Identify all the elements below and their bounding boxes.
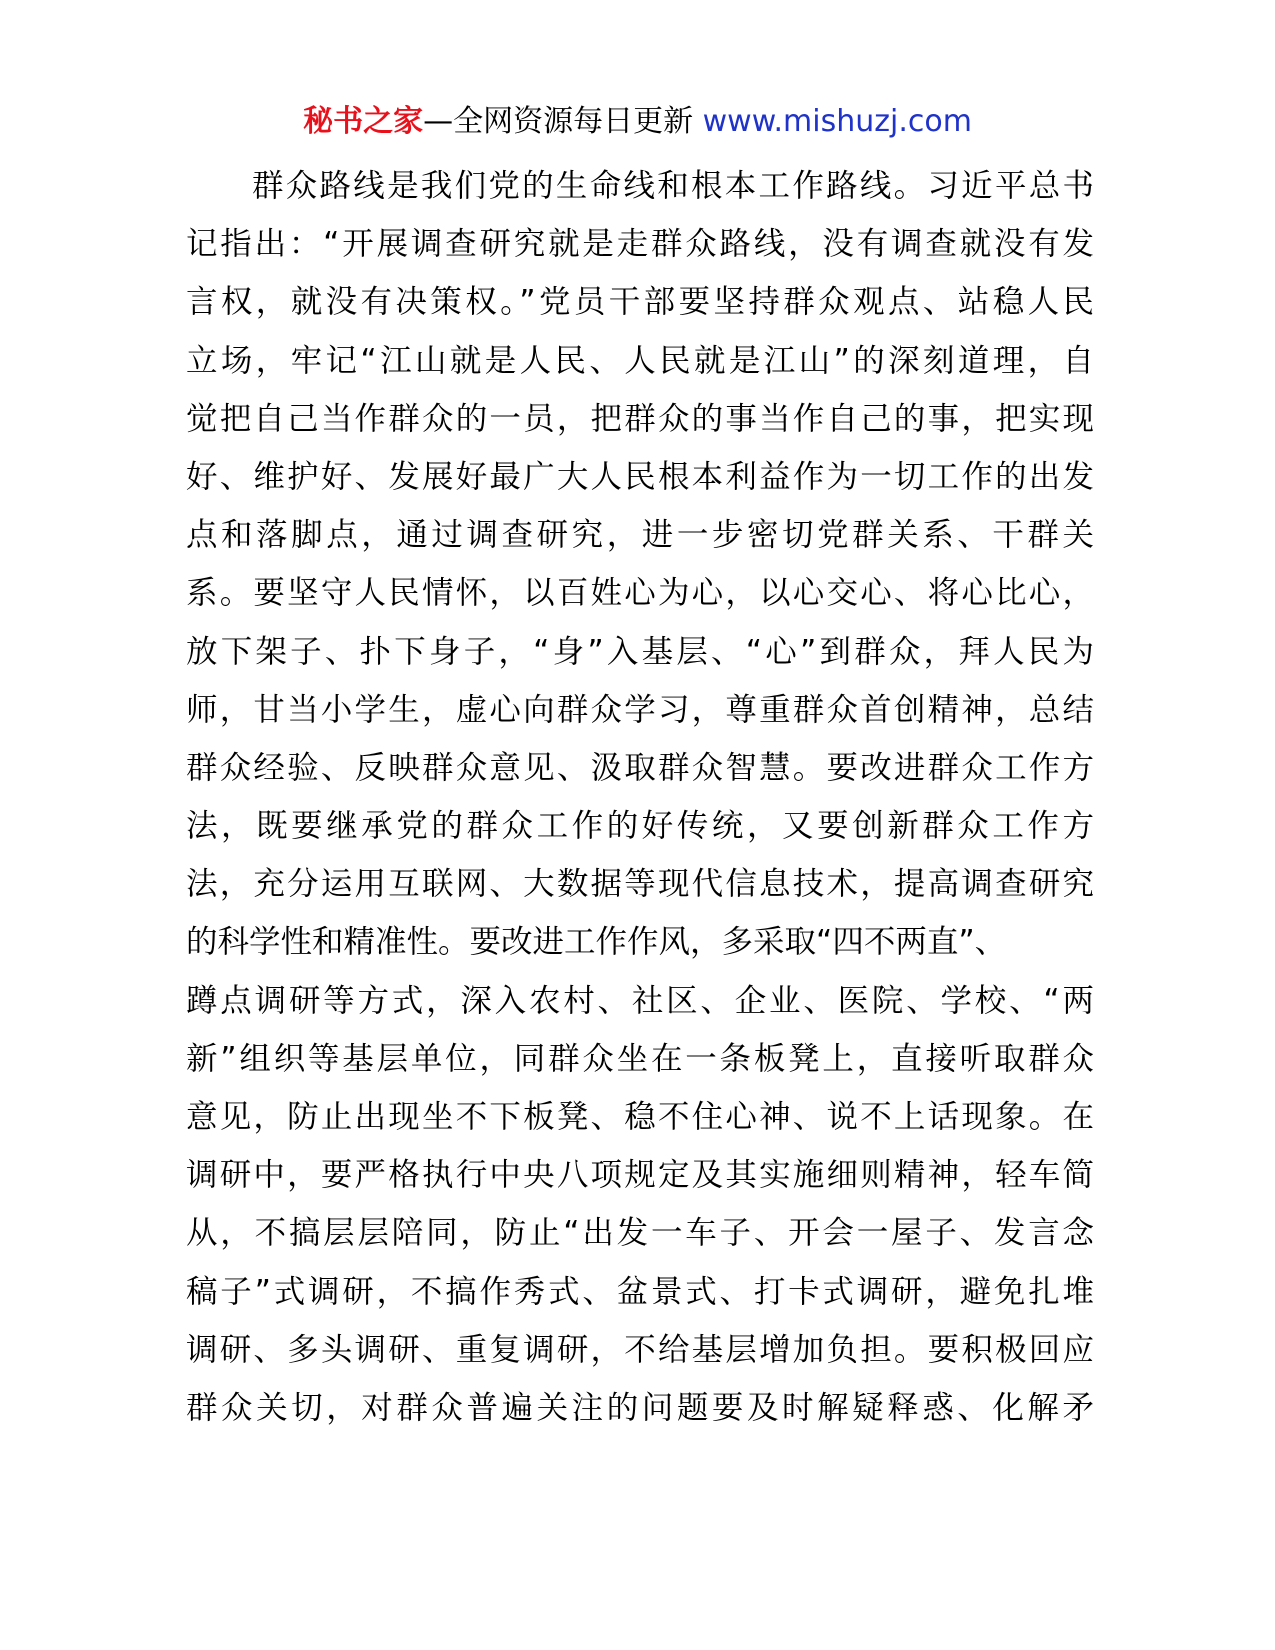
text-line: 立场，牢记“江山就是人民、人民就是江山”的深刻道理，自 xyxy=(186,342,1094,379)
text-line: 蹲点调研等方式，深入农村、社区、企业、医院、学校、“两 xyxy=(186,982,1094,1019)
text-line: 好、维护好、发展好最广大人民根本利益作为一切工作的出发 xyxy=(186,458,1094,495)
text-line: 从，不搞层层陪同，防止“出发一车子、开会一屋子、发言念 xyxy=(186,1215,1094,1252)
text-line: 觉把自己当作群众的一员，把群众的事当作自己的事，把实现 xyxy=(186,400,1094,437)
text-line: 点和落脚点，通过调查研究，进一步密切党群关系、干群关 xyxy=(186,517,1094,554)
text-line: 调研、多头调研、重复调研，不给基层增加负担。要积极回应 xyxy=(186,1331,1094,1368)
text-line: 调研中，要严格执行中央八项规定及其实施细则精神，轻车简 xyxy=(186,1157,1094,1194)
text-line: 言权，就没有决策权。”党员干部要坚持群众观点、站稳人民 xyxy=(186,284,1094,321)
text-line: 法，既要继承党的群众工作的好传统，又要创新群众工作方 xyxy=(186,808,1094,845)
header-tagline: —全网资源每日更新 xyxy=(423,104,703,139)
body-paragraph xyxy=(186,157,1094,1437)
website-link[interactable]: www.mishuzj.com xyxy=(702,104,972,139)
text-line: 系。要坚守人民情怀，以百姓心为心，以心交心、将心比心， xyxy=(186,575,1094,612)
text-line: 群众路线是我们党的生命线和根本工作路线。习近平总书 xyxy=(252,168,1094,204)
text-line: 师，甘当小学生，虚心向群众学习，尊重群众首创精神，总结 xyxy=(186,691,1094,728)
text-line: 群众经验、反映群众意见、汲取群众智慧。要改进群众工作方 xyxy=(186,749,1094,786)
text-line: 的科学性和精准性。要改进工作作风，多采取“四不两直”、 xyxy=(186,924,1007,961)
text-line: 稿子”式调研，不搞作秀式、盆景式、打卡式调研，避免扎堆 xyxy=(186,1273,1094,1310)
text-line: 放下架子、扑下身子，“身”入基层、“心”到群众，拜人民为 xyxy=(186,633,1094,670)
brand-name: 秘书之家 xyxy=(303,104,424,139)
text-line: 新”组织等基层单位，同群众坐在一条板凳上，直接听取群众 xyxy=(186,1040,1094,1077)
text-line: 意见，防止出现坐不下板凳、稳不住心神、说不上话现象。在 xyxy=(186,1099,1094,1135)
text-line: 记指出：“开展调查研究就是走群众路线，没有调查就没有发 xyxy=(186,226,1094,263)
text-line: 群众关切，对群众普遍关注的问题要及时解疑释惑、化解矛 xyxy=(186,1389,1094,1426)
text-line: 法，充分运用互联网、大数据等现代信息技术，提高调查研究 xyxy=(186,866,1094,903)
page-header xyxy=(0,102,1275,142)
